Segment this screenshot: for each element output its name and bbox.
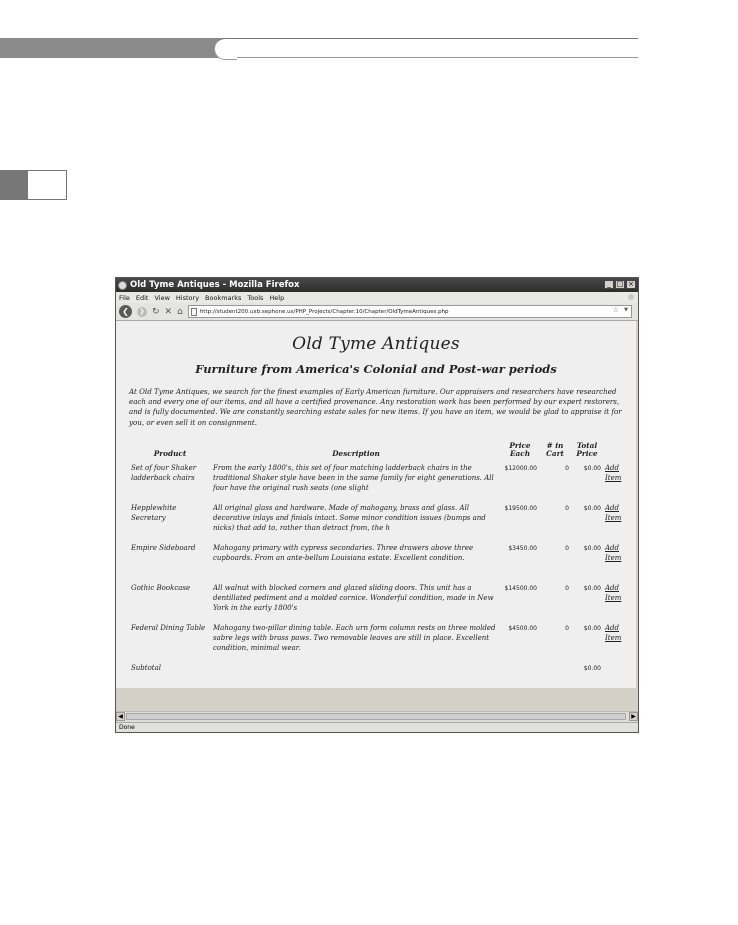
side-tab-dark <box>0 170 27 200</box>
product-name: Gothic Bookcase <box>131 583 191 592</box>
header-total: Total Price <box>576 440 598 459</box>
forward-icon[interactable]: ❯ <box>137 307 147 317</box>
price-each: $4500.00 <box>508 624 537 632</box>
header-in-cart: # in Cart <box>546 440 564 459</box>
product-description-text: All walnut with blocked corners and glazed sliding doors. This unit has a dentillated pediment and a molded cornice. Wonderful condition, made in New York in the early 1800's <box>213 583 494 613</box>
product-name: Federal Dining Table <box>131 623 206 632</box>
product-description-text: All original glass and hardware. Made of mahogany, brass and glass. All decorative inlays and finials intact. Some minor condition issues (bumps and nicks) that add to, rather than detract from, the h <box>213 503 486 533</box>
minimize-button[interactable]: _ <box>604 280 614 289</box>
window-title: Old Tyme Antiques - Mozilla Firefox <box>130 280 300 290</box>
total-price: $0.00 <box>583 544 601 552</box>
navigation-toolbar <box>116 303 638 321</box>
menu-help[interactable]: Help <box>269 293 285 302</box>
in-cart-count: 0 <box>565 624 569 632</box>
menu-file[interactable]: File <box>119 293 130 302</box>
in-cart-count: 0 <box>565 584 569 592</box>
menu-bookmarks[interactable]: Bookmarks <box>205 293 242 302</box>
scrollbar-thumb[interactable] <box>126 713 626 720</box>
product-name: Set of four Shaker ladderback chairs <box>131 463 197 483</box>
menu-tools[interactable]: Tools <box>247 293 264 302</box>
menu-view[interactable]: View <box>154 293 170 302</box>
throbber-icon <box>628 294 634 300</box>
menu-edit[interactable]: Edit <box>135 293 149 302</box>
table-row <box>129 583 629 623</box>
header-price: Price Each <box>509 440 531 459</box>
product-description <box>211 463 501 503</box>
home-icon[interactable]: ⌂ <box>177 306 183 317</box>
reload-icon[interactable]: ↻ <box>152 306 160 317</box>
product-description <box>211 583 501 623</box>
bookmark-star-icon[interactable]: ☆ <box>612 306 619 314</box>
header-product: Product <box>153 449 187 459</box>
firefox-icon <box>118 281 127 290</box>
page-icon <box>191 308 197 316</box>
menu-history[interactable]: History <box>175 293 200 302</box>
scroll-left-icon[interactable]: ◀ <box>116 712 125 721</box>
header-description: Description <box>332 449 380 459</box>
menu-bar <box>116 292 638 303</box>
address-bar[interactable] <box>188 305 632 318</box>
table-row <box>129 503 629 543</box>
close-button[interactable]: × <box>626 280 636 289</box>
in-cart-count: 0 <box>565 504 569 512</box>
add-item-link[interactable]: Add Item <box>605 543 622 563</box>
page-header-cap <box>214 38 237 60</box>
total-price: $0.00 <box>583 464 601 472</box>
product-description <box>211 543 501 583</box>
url-text[interactable]: http://student200.uxb.sephone.us/PHP_Projects/Chapter.10/Chapter/OldTymeAntiques.php <box>199 308 449 315</box>
product-description-text: Mahogany two-pillar dining table. Each urn form column rests on three molded sabre legs with brass paws. Two removable leaves are still in place. Excellent condition, minimal wear. <box>213 623 496 653</box>
stop-icon[interactable]: ✕ <box>164 306 173 317</box>
title-bar <box>116 278 638 292</box>
add-item-link[interactable]: Add Item <box>605 623 622 643</box>
side-tab-box <box>27 170 67 200</box>
add-item-link[interactable]: Add Item <box>605 503 622 523</box>
in-cart-count: 0 <box>565 464 569 472</box>
product-description <box>211 623 501 663</box>
table-row <box>129 463 629 503</box>
price-each: $19500.00 <box>504 504 537 512</box>
page-title: Old Tyme Antiques <box>292 334 460 354</box>
page-content <box>116 321 636 688</box>
add-item-link[interactable]: Add Item <box>605 463 622 483</box>
product-description-text: From the early 1800's, this set of four matching ladderback chairs in the traditional Shaker style have been in the same family for eight generations. All four have the original rush seats (one slight <box>213 463 494 493</box>
page-header-rule <box>222 38 638 58</box>
intro-paragraph: At Old Tyme Antiques, we search for the finest examples of Early American furniture. Our appraisers and researchers have researched each and every one of our items, and all have a certified provenance. Any restoration work has been performed by our expert restorers, and is fully documented. We are constantly searching estate sales for new items. If you have an item, we would be glad to appraise it for you, or even sell it on consignment. <box>129 387 622 427</box>
page-header-bar <box>0 38 222 58</box>
back-icon[interactable]: ❮ <box>119 305 132 318</box>
in-cart-count: 0 <box>565 544 569 552</box>
chevron-down-icon[interactable]: ▼ <box>624 307 628 313</box>
subtotal-label: Subtotal <box>131 663 162 672</box>
total-price: $0.00 <box>583 504 601 512</box>
maximize-button[interactable]: □ <box>616 280 624 288</box>
horizontal-scrollbar[interactable] <box>116 711 638 722</box>
product-name: Empire Sideboard <box>131 543 196 552</box>
total-price: $0.00 <box>583 584 601 592</box>
table-row <box>129 623 629 663</box>
subtotal-row <box>129 663 629 674</box>
browser-window <box>115 277 639 733</box>
product-description <box>211 503 501 543</box>
add-item-link[interactable]: Add Item <box>605 583 622 603</box>
product-table <box>129 442 629 674</box>
price-each: $14500.00 <box>504 584 537 592</box>
status-bar: Done <box>116 722 638 732</box>
subtotal-value: $0.00 <box>583 664 601 672</box>
price-each: $12000.00 <box>504 464 537 472</box>
table-header-row <box>129 442 629 463</box>
scroll-right-icon[interactable]: ▶ <box>629 712 638 721</box>
product-description-text: Mahogany primary with cypress secondaries. Three drawers above three cupboards. From an ante-bellum Louisiana estate. Excellent condition. <box>213 543 474 563</box>
price-each: $3450.00 <box>508 544 537 552</box>
total-price: $0.00 <box>583 624 601 632</box>
header-action <box>603 442 629 463</box>
product-name: Hepplewhite Secretary <box>131 503 177 523</box>
page-subtitle: Furniture from America's Colonial and Post-war periods <box>195 362 557 376</box>
table-row <box>129 543 629 583</box>
